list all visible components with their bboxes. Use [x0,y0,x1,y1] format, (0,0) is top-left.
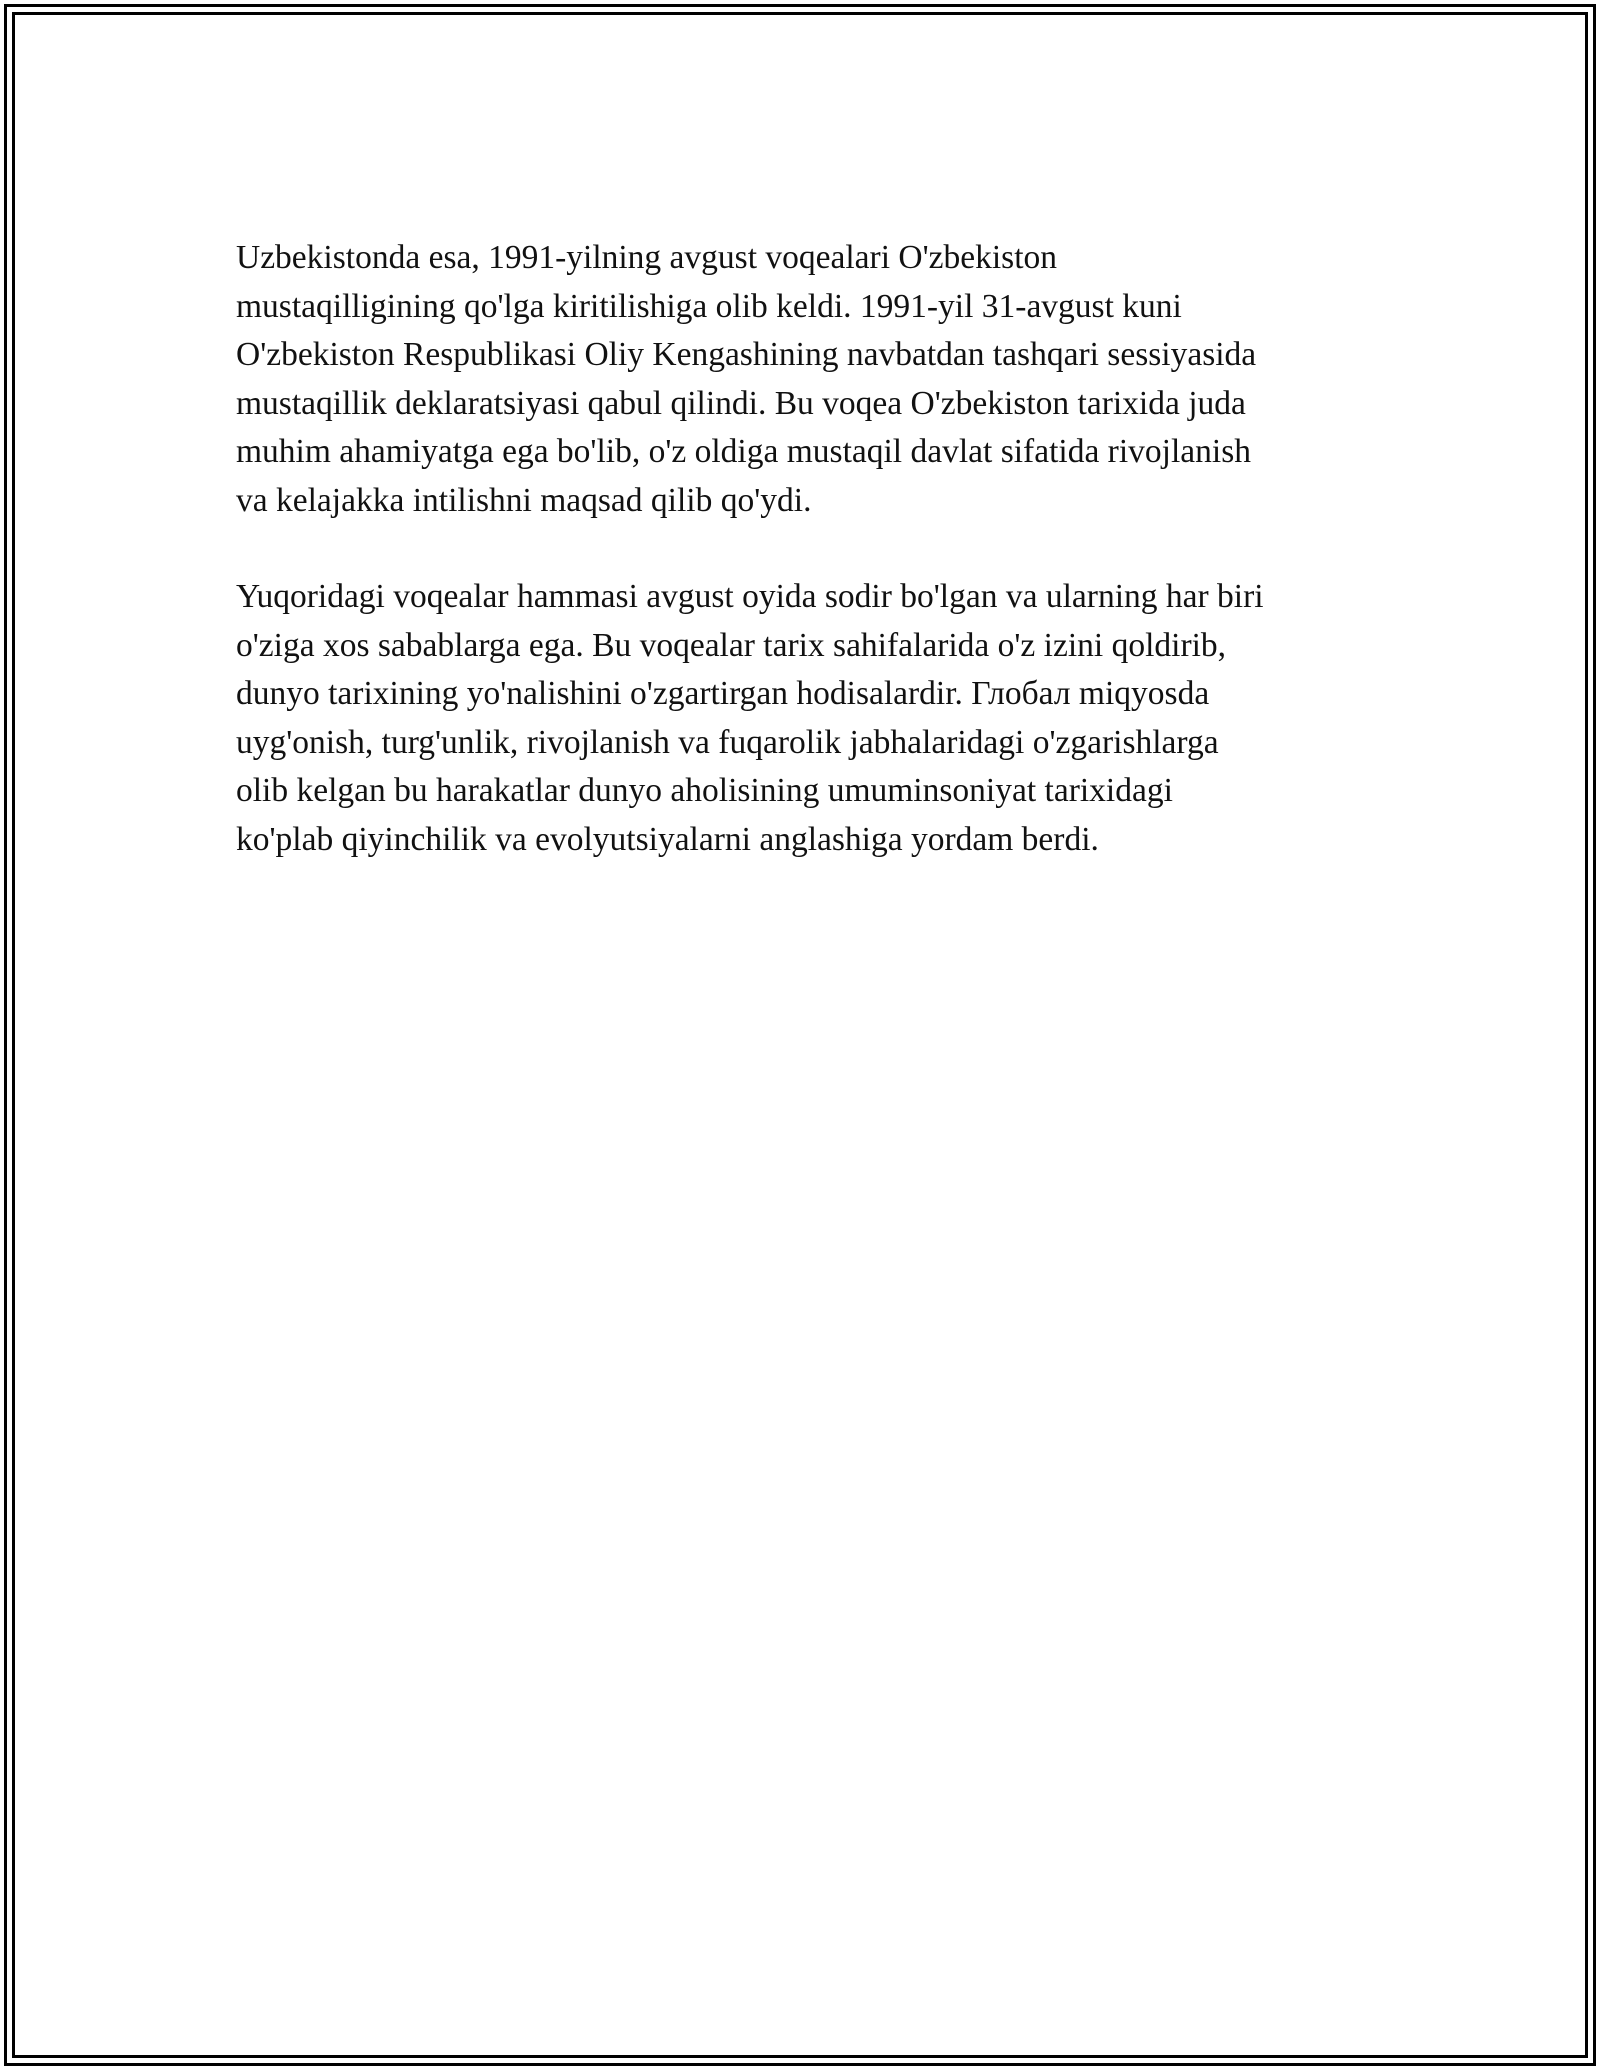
paragraph-1 [236,234,1376,525]
paragraph-line: mustaqilligining qo'lga kiritilishiga olib keldi. 1991-yil 31-avgust kuni [236,287,1182,325]
paragraph-line: uyg'onish, turg'unlik, rivojlanish va fuqarolik jabhalaridagi o'zgarishlarga [236,723,1219,761]
paragraph-line: olib kelgan bu harakatlar dunyo aholisining umuminsoniyat tarixidagi [236,772,1173,809]
paragraph-line: va kelajakka intilishni maqsad qilib qo'ydi. [236,481,812,519]
paragraph-line: Yuqoridagi voqealar hammasi avgust oyida sodir bo'lgan va ularning har biri [236,578,1264,615]
paragraph-line: o'ziga xos sabablarga ega. Bu voqealar tarix sahifalarida o'z izini qoldirib, [236,626,1227,664]
paragraph-2 [236,573,1376,864]
paragraph-line: Uzbekistonda esa, 1991-yilning avgust voqealari O'zbekiston [236,239,1058,276]
paragraph-line: O'zbekiston Respublikasi Oliy Kengashining navbatdan tashqari sessiyasida [236,336,1257,373]
paragraph-line: muhim ahamiyatga ega bo'lib, o'z oldiga mustaqil davlat sifatida rivojlanish [236,433,1251,470]
paragraph-line: ko'plab qiyinchilik va evolyutsiyalarni anglashiga yordam berdi. [236,820,1099,858]
paragraph-line: dunyo tarixining yo'nalishini o'zgartirgan hodisalardir. Глобал miqyosda [236,675,1210,712]
document-body [236,234,1376,912]
paragraph-line: mustaqillik deklaratsiyasi qabul qilindi. Bu voqea O'zbekiston tarixida juda [236,384,1246,422]
